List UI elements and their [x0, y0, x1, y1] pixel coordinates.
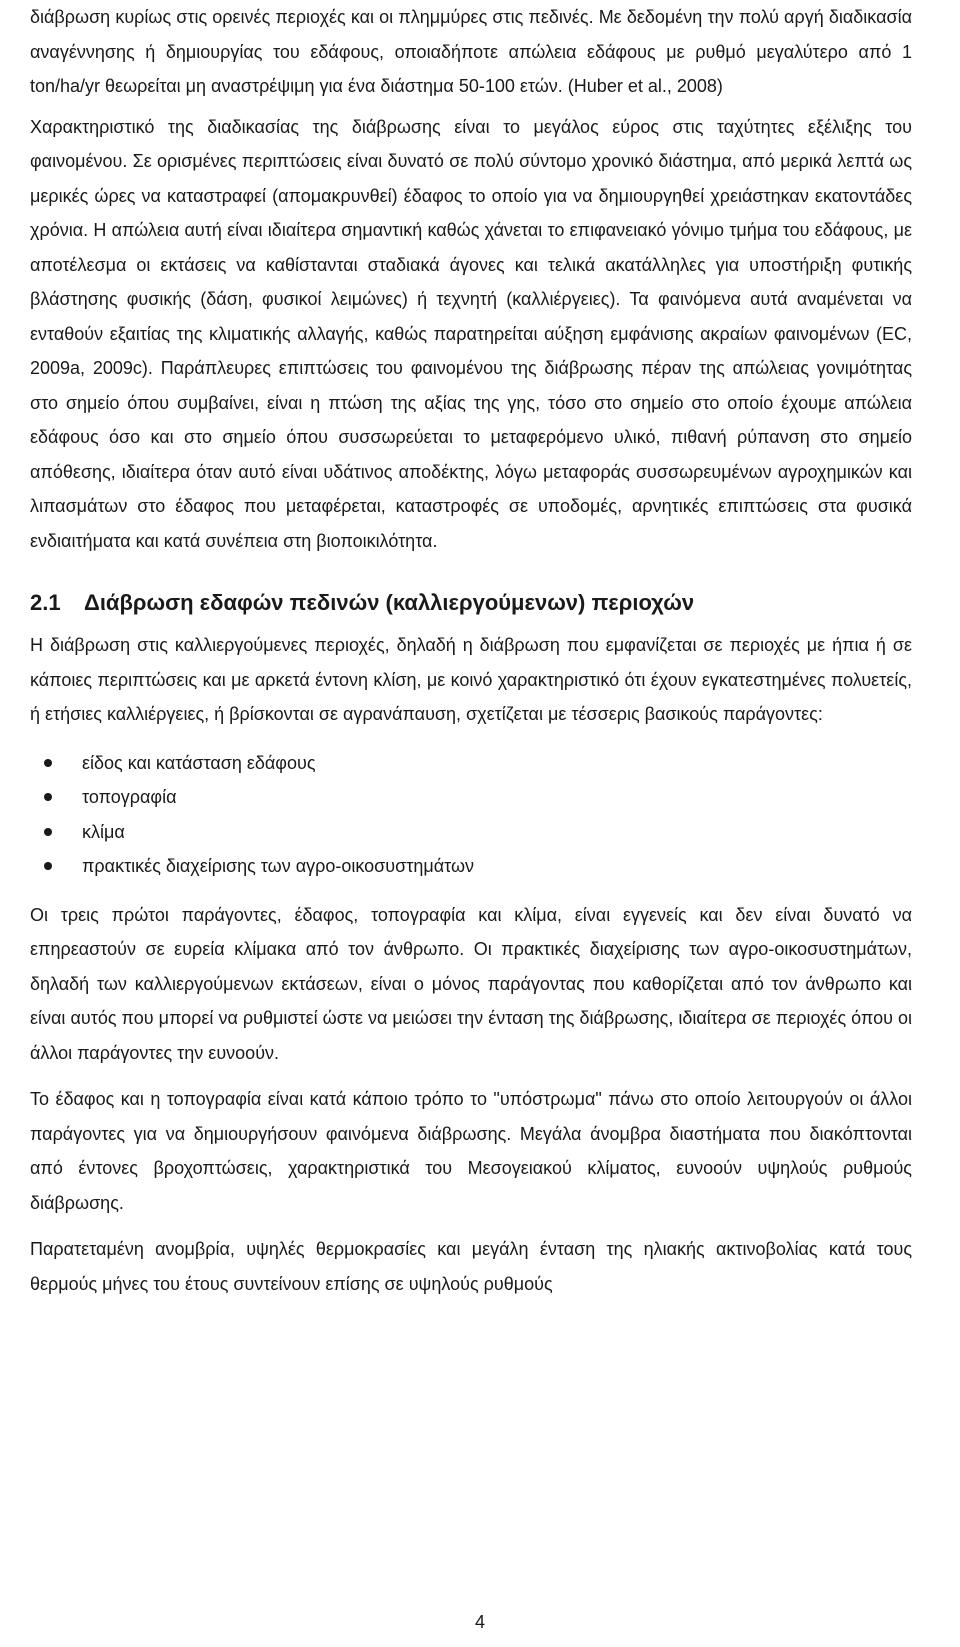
- list-item-text: τοπογραφία: [82, 787, 177, 807]
- document-page: [30, 0, 912, 1301]
- page-number: 4: [474, 1612, 485, 1632]
- list-item-text: είδος και κατάσταση εδάφους: [82, 752, 316, 773]
- list-item-text: κλίμα: [82, 821, 125, 842]
- paragraph-drought: Παρατεταμένη ανομβρία, υψηλές θερμοκρασίες και μεγάλη ένταση της ηλιακής ακτινοβολίας κατά τους θερμούς μήνες του έτους συντείνουν επίσης σε υψηλούς ρυθμούς: [30, 1239, 912, 1294]
- list-item: [30, 815, 912, 850]
- list-item: [30, 849, 912, 884]
- bullet-icon: [44, 793, 52, 801]
- bullet-icon: [44, 862, 52, 870]
- list-item: [30, 780, 912, 815]
- paragraph-soil-topography: Το έδαφος και η τοπογραφία είναι κατά κάποιο τρόπο το "υπόστρωμα" πάνω στο οποίο λειτουργούν οι άλλοι παράγοντες για να δημιουργήσουν φαινόμενα διάβρωσης. Μεγάλα άνομβρα διαστήματα που διακόπτονται από έντονες βροχοπτώσεις, χαρακτηριστικά του Μεσογειακού κλίματος, ευνοούν υψηλούς ρυθμούς διάβρωσης.: [30, 1089, 912, 1213]
- section-title: Διάβρωση εδαφών πεδινών (καλλιεργούμενων) περιοχών: [84, 590, 695, 615]
- bullet-icon: [44, 759, 52, 767]
- paragraph-factors-human: Οι τρεις πρώτοι παράγοντες, έδαφος, τοπογραφία και κλίμα, είναι εγγενείς και δεν είναι δυνατό να επηρεαστούν σε ευρεία κλίμακα από τον άνθρωπο. Οι πρακτικές διαχείρισης των αγρο-οικοσυστημάτων, δηλαδή των καλλιεργούμενων εκτάσεων, είναι ο μόνος παράγοντας που καθορίζεται από τον άνθρωπο και είναι αυτός που μπορεί να ρυθμιστεί ώστε να μειώσει την ένταση της διάβρωσης, ιδιαίτερα σε περιοχές όπου οι άλλοι παράγοντες την ευνοούν.: [30, 904, 912, 1063]
- paragraph-erosion-speed: Χαρακτηριστικό της διαδικασίας της διάβρωσης είναι το μεγάλος εύρος στις ταχύτητες εξέλιξης του φαινομένου. Σε ορισμένες περιπτώσεις είναι δυνατό σε πολύ σύντομο χρονικό διάστημα, από μερικά λεπτά ως μερικές ώρες να καταστραφεί (απομακρυνθεί) έδαφος το οποίο για να δημιουργηθεί χρειάστηκαν εκατοντάδες χρόνια. Η απώλεια αυτή είναι ιδιαίτερα σημαντική καθώς χάνεται το επιφανειακό γόνιμο τμήμα του εδάφους, με αποτέλεσμα οι εκτάσεις να καθίστανται σταδιακά άγονες και τελικά ακατάλληλες για υποστήριξη φυτικής βλάστησης φυσικής (δάση, φυσικοί λειμώνες) ή τεχνητή (καλλιέργειες). Τα φαινόμενα αυτά αναμένεται να ενταθούν εξαιτίας της κλιματικής αλλαγής, καθώς παρατηρείται αύξηση εμφάνισης ακραίων φαινομένων (EC, 2009a, 2009c). Παράπλευρες επιπτώσεις του φαινομένου της διάβρωσης πέραν της απώλειας γονιμότητας στο σημείο όπου συμβαίνει, είναι η πτώση της αξίας της γης, τόσο στο σημείο στο οποίο έχουμε απώλεια εδάφους όσο και στο σημείο όπου συσσωρεύεται το μεταφερόμενο υλικό, πιθανή ρύπανση στο σημείο απόθεσης, ιδιαίτερα όταν αυτό είναι υδάτινος αποδέκτης, λόγω μεταφοράς συσσωρευμένων αγροχημικών και λιπασμάτων στο έδαφος που μεταφέρεται, καταστροφές σε υποδομές, αρνητικές επιπτώσεις στα φυσικά ενδιαιτήματα και κατά συνέπεια στη βιοποικιλότητα.: [30, 116, 912, 551]
- list-item: [30, 746, 912, 781]
- paragraph-intro: Η διάβρωση στις καλλιεργούμενες περιοχές, δηλαδή η διάβρωση που εμφανίζεται σε περιοχές με ήπια ή σε κάποιες περιπτώσεις και με αρκετά έντονη κλίση, με κοινό χαρακτηριστικό ότι έχουν εγκατεστημένες πολυετείς, ή ετήσιες καλλιέργειες, ή βρίσκονται σε αγρανάπαυση, σχετίζεται με τέσσερις βασικούς παράγοντες:: [30, 635, 912, 724]
- section-heading: [30, 586, 912, 620]
- list-item-text: πρακτικές διαχείρισης των αγρο-οικοσυστημάτων: [82, 856, 475, 876]
- section-number: 2.1: [30, 590, 61, 615]
- factor-list: [30, 746, 912, 884]
- bullet-icon: [44, 828, 52, 836]
- paragraph-erosion-irreversible: διάβρωση κυρίως στις ορεινές περιοχές και οι πλημμύρες στις πεδινές. Με δεδομένη την πολύ αργή διαδικασία αναγέννησης ή δημιουργίας του εδάφους, οποιαδήποτε απώλεια εδάφους με ρυθμό μεγαλύτερο από 1 ton/ha/yr θεωρείται μη αναστρέψιμη για ένα διάστημα 50-100 ετών. (Huber et al., 2008): [30, 7, 912, 96]
